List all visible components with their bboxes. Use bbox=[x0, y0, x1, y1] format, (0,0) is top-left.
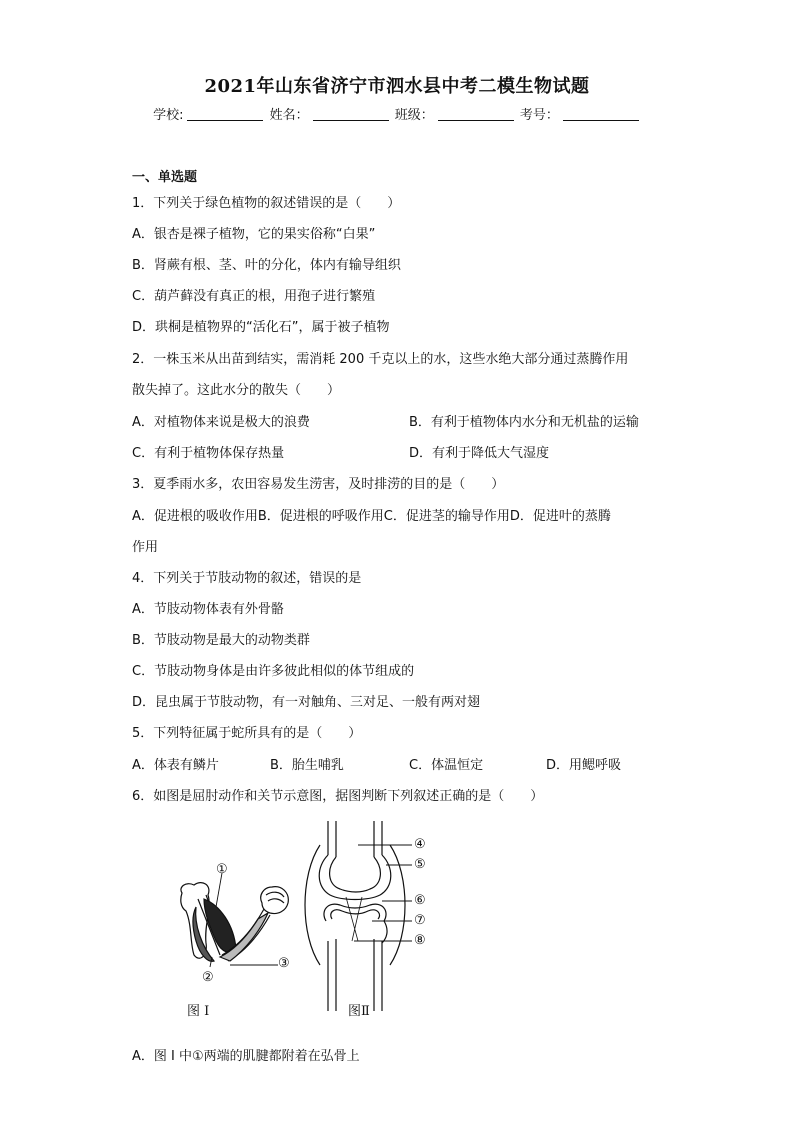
q5-stem: 5．下列特征属于蛇所具有的是（ ） bbox=[132, 726, 362, 741]
mark-2: ② bbox=[202, 970, 214, 985]
exam-no-blank bbox=[563, 108, 639, 121]
q1-stem: 1．下列关于绿色植物的叙述错误的是（ ） bbox=[132, 196, 401, 211]
mark-4: ④ bbox=[414, 837, 426, 852]
q5-option-d: D．用鳃呼吸 bbox=[546, 758, 622, 773]
arm-diagram bbox=[181, 873, 289, 967]
q4-stem: 4．下列关于节肢动物的叙述，错误的是 bbox=[132, 571, 362, 586]
mark-6: ⑥ bbox=[414, 893, 426, 908]
page-title: 2021年山东省济宁市泗水县中考二模生物试题 bbox=[204, 76, 590, 97]
class-blank bbox=[438, 108, 514, 121]
q1-option-b: B．肾蕨有根、茎、叶的分化，体内有输导组织 bbox=[132, 258, 401, 273]
joint-diagram bbox=[305, 821, 412, 1011]
exam-no-label: 考号： bbox=[519, 108, 559, 123]
q3-stem: 3．夏季雨水多，农田容易发生涝害，及时排涝的目的是（ ） bbox=[132, 477, 505, 492]
school-label: 学校: bbox=[153, 108, 184, 123]
figure-2-label: 图Ⅱ bbox=[348, 1004, 370, 1019]
q4-option-a: A．节肢动物体表有外骨骼 bbox=[132, 602, 284, 617]
q2-option-c: C．有利于植物体保存热量 bbox=[132, 446, 285, 461]
mark-1: ① bbox=[216, 862, 228, 877]
q2-stem-line1: 2．一株玉米从出苗到结实，需消耗 200 千克以上的水，这些水绝大部分通过蒸腾作用 bbox=[132, 352, 629, 367]
q5-option-a: A．体表有鳞片 bbox=[132, 758, 219, 773]
school-blank bbox=[187, 108, 263, 121]
q6-figure bbox=[150, 815, 450, 1015]
q4-option-b: B．节肢动物是最大的动物类群 bbox=[132, 633, 310, 648]
q4-option-c: C．节肢动物身体是由许多彼此相似的体节组成的 bbox=[132, 664, 415, 679]
q6-stem: 6．如图是屈肘动作和关节示意图，据图判断下列叙述正确的是（ ） bbox=[132, 789, 544, 804]
q2-option-b: B．有利于植物体内水分和无机盐的运输 bbox=[409, 415, 639, 430]
q2-stem-line2: 散失掉了。这此水分的散失（ ） bbox=[132, 383, 341, 398]
q5-option-c: C．体温恒定 bbox=[409, 758, 484, 773]
mark-5: ⑤ bbox=[414, 857, 426, 872]
q3-options-wrap: 作用 bbox=[132, 540, 159, 555]
q1-option-c: C．葫芦藓没有真正的根，用孢子进行繁殖 bbox=[132, 289, 376, 304]
student-info bbox=[0, 104, 794, 123]
q5-option-b: B．胎生哺乳 bbox=[270, 758, 344, 773]
q1-option-a: A．银杏是裸子植物，它的果实俗称“白果” bbox=[132, 227, 376, 242]
q2-option-d: D．有利于降低大气湿度 bbox=[409, 446, 550, 461]
name-blank bbox=[313, 108, 389, 121]
q1-option-d: D．珙桐是植物界的“活化石”，属于被子植物 bbox=[132, 320, 390, 335]
q6-option-a: A．图 I 中①两端的肌腱都附着在弘骨上 bbox=[132, 1049, 360, 1064]
class-label: 班级： bbox=[394, 108, 434, 123]
q4-option-d: D．昆虫属于节肢动物，有一对触角、三对足、一般有两对翅 bbox=[132, 695, 481, 710]
section-heading: 一、单选题 bbox=[132, 170, 198, 185]
mark-3: ③ bbox=[278, 956, 290, 971]
figure-1-label: 图 I bbox=[187, 1004, 210, 1019]
q2-option-a: A．对植物体来说是极大的浪费 bbox=[132, 415, 310, 430]
mark-7: ⑦ bbox=[414, 913, 426, 928]
q3-options: A．促进根的吸收作用B．促进根的呼吸作用C．促进茎的输导作用D．促进叶的蒸腾 bbox=[132, 509, 611, 524]
name-label: 姓名： bbox=[269, 108, 309, 123]
mark-8: ⑧ bbox=[414, 933, 426, 948]
